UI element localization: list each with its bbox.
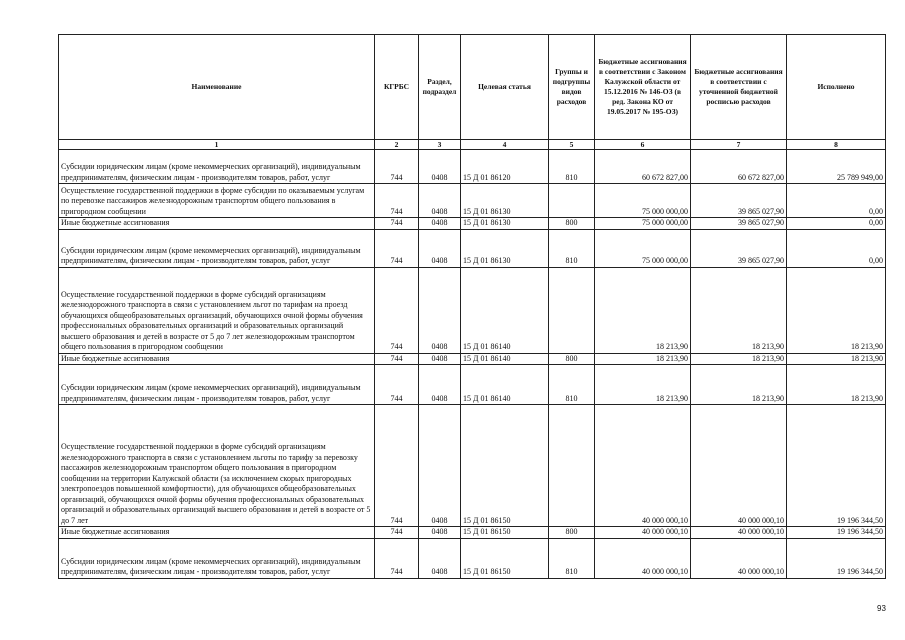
cell-kgrbs: 744 bbox=[375, 229, 419, 267]
header-section: Раздел, подраздел bbox=[419, 35, 461, 140]
table-row bbox=[59, 218, 886, 230]
column-number: 2 bbox=[375, 140, 419, 150]
cell-law: 18 213,90 bbox=[595, 365, 691, 405]
column-number: 8 bbox=[787, 140, 886, 150]
cell-name: Иные бюджетные ассигнования bbox=[59, 353, 375, 365]
cell-done: 19 196 344,50 bbox=[787, 538, 886, 578]
cell-name: Осуществление государственной поддержки в форме субсидий организациям железнодорожного транспорта в связи с установлением льгот по тарифам на проезд обучающихся общеобразовательных организаций, обучающихся очной формы обучения профессиональных образовательных организаций и образовательных организаций высшего образования и детей в возрасте от 5 до 7 лет железнодорожным транспортом общего пользования в пригородном сообщении bbox=[59, 267, 375, 353]
cell-law: 75 000 000,00 bbox=[595, 229, 691, 267]
cell-name: Субсидии юридическим лицам (кроме некоммерческих организаций), индивидуальным предпринимателям, физическим лицам - производителям товаров, работ, услуг bbox=[59, 229, 375, 267]
cell-kgrbs: 744 bbox=[375, 527, 419, 539]
header-row bbox=[59, 35, 886, 140]
header-groups: Группы и подгруппы видов расходов bbox=[549, 35, 595, 140]
cell-list: 39 865 027,90 bbox=[691, 218, 787, 230]
cell-name: Субсидии юридическим лицам (кроме некоммерческих организаций), индивидуальным предпринимателям, физическим лицам - производителям товаров, работ, услуг bbox=[59, 538, 375, 578]
cell-group: 810 bbox=[549, 150, 595, 184]
header-target: Целевая статья bbox=[461, 35, 549, 140]
page-number: 93 bbox=[877, 604, 886, 613]
cell-section: 0408 bbox=[419, 365, 461, 405]
cell-name: Осуществление государственной поддержки в форме субсидий организациям железнодорожного транспорта в связи с установлением льготы по тарифу за перевозку пассажиров железнодорожным транспортом общего пользования в пригородном сообщении на территории Калужской области (за исключением скорых пригородных электропоездов повышенной комфортности), для обучающихся общеобразовательных организаций, обучающихся очной формы обучения профессиональных образовательных организаций и образовательных организаций высшего образования и детей в возрасте от 5 до 7 лет bbox=[59, 405, 375, 527]
cell-list: 40 000 000,10 bbox=[691, 405, 787, 527]
table-row bbox=[59, 405, 886, 527]
cell-kgrbs: 744 bbox=[375, 538, 419, 578]
header-law-assignments: Бюджетные ассигнования в соответствии с Законом Калужской области от 15.12.2016 № 146-ОЗ (в ред. Закона КО от 19.05.2017 № 195-ОЗ) bbox=[595, 35, 691, 140]
cell-target: 15 Д 01 86150 bbox=[461, 538, 549, 578]
cell-law: 40 000 000,10 bbox=[595, 527, 691, 539]
cell-done: 0,00 bbox=[787, 184, 886, 218]
cell-law: 40 000 000,10 bbox=[595, 405, 691, 527]
cell-group: 800 bbox=[549, 218, 595, 230]
cell-group: 800 bbox=[549, 353, 595, 365]
cell-kgrbs: 744 bbox=[375, 267, 419, 353]
table-row bbox=[59, 353, 886, 365]
cell-law: 40 000 000,10 bbox=[595, 538, 691, 578]
table-row bbox=[59, 229, 886, 267]
cell-group bbox=[549, 405, 595, 527]
cell-section: 0408 bbox=[419, 405, 461, 527]
cell-done: 0,00 bbox=[787, 229, 886, 267]
cell-section: 0408 bbox=[419, 353, 461, 365]
cell-section: 0408 bbox=[419, 184, 461, 218]
cell-law: 18 213,90 bbox=[595, 353, 691, 365]
table-row bbox=[59, 267, 886, 353]
cell-group bbox=[549, 267, 595, 353]
cell-list: 40 000 000,10 bbox=[691, 527, 787, 539]
cell-law: 75 000 000,00 bbox=[595, 184, 691, 218]
cell-target: 15 Д 01 86120 bbox=[461, 150, 549, 184]
cell-list: 18 213,90 bbox=[691, 267, 787, 353]
cell-kgrbs: 744 bbox=[375, 365, 419, 405]
budget-table bbox=[58, 34, 886, 579]
cell-section: 0408 bbox=[419, 527, 461, 539]
cell-law: 60 672 827,00 bbox=[595, 150, 691, 184]
cell-target: 15 Д 01 86140 bbox=[461, 267, 549, 353]
cell-section: 0408 bbox=[419, 150, 461, 184]
cell-kgrbs: 744 bbox=[375, 353, 419, 365]
cell-target: 15 Д 01 86130 bbox=[461, 184, 549, 218]
column-number: 5 bbox=[549, 140, 595, 150]
header-list-assignments: Бюджетные ассигнования в соответствии с уточненной бюджетной росписью расходов bbox=[691, 35, 787, 140]
cell-target: 15 Д 01 86130 bbox=[461, 229, 549, 267]
column-number-row bbox=[59, 140, 886, 150]
cell-target: 15 Д 01 86150 bbox=[461, 405, 549, 527]
table-row bbox=[59, 527, 886, 539]
cell-list: 39 865 027,90 bbox=[691, 229, 787, 267]
cell-done: 0,00 bbox=[787, 218, 886, 230]
cell-target: 15 Д 01 86150 bbox=[461, 527, 549, 539]
cell-done: 25 789 949,00 bbox=[787, 150, 886, 184]
header-name: Наименование bbox=[59, 35, 375, 140]
table-row bbox=[59, 184, 886, 218]
cell-section: 0408 bbox=[419, 218, 461, 230]
table-row bbox=[59, 538, 886, 578]
column-number: 7 bbox=[691, 140, 787, 150]
cell-target: 15 Д 01 86130 bbox=[461, 218, 549, 230]
cell-law: 18 213,90 bbox=[595, 267, 691, 353]
cell-list: 18 213,90 bbox=[691, 365, 787, 405]
cell-section: 0408 bbox=[419, 267, 461, 353]
cell-group: 810 bbox=[549, 538, 595, 578]
table-row bbox=[59, 365, 886, 405]
cell-section: 0408 bbox=[419, 538, 461, 578]
cell-name: Осуществление государственной поддержки в форме субсидии по оказываемым услугам по перевозке пассажиров железнодорожным транспортом общего пользования в пригородном сообщении bbox=[59, 184, 375, 218]
cell-name: Субсидии юридическим лицам (кроме некоммерческих организаций), индивидуальным предпринимателям, физическим лицам - производителям товаров, работ, услуг bbox=[59, 365, 375, 405]
cell-law: 75 000 000,00 bbox=[595, 218, 691, 230]
cell-kgrbs: 744 bbox=[375, 218, 419, 230]
cell-group bbox=[549, 184, 595, 218]
cell-section: 0408 bbox=[419, 229, 461, 267]
cell-kgrbs: 744 bbox=[375, 405, 419, 527]
cell-name: Иные бюджетные ассигнования bbox=[59, 527, 375, 539]
cell-name: Иные бюджетные ассигнования bbox=[59, 218, 375, 230]
cell-group: 810 bbox=[549, 365, 595, 405]
cell-kgrbs: 744 bbox=[375, 150, 419, 184]
cell-done: 18 213,90 bbox=[787, 365, 886, 405]
cell-done: 18 213,90 bbox=[787, 353, 886, 365]
header-kgrbs: КГРБС bbox=[375, 35, 419, 140]
cell-list: 18 213,90 bbox=[691, 353, 787, 365]
cell-target: 15 Д 01 86140 bbox=[461, 365, 549, 405]
header-executed: Исполнено bbox=[787, 35, 886, 140]
cell-done: 18 213,90 bbox=[787, 267, 886, 353]
cell-name: Субсидии юридическим лицам (кроме некоммерческих организаций), индивидуальным предпринимателям, физическим лицам - производителям товаров, работ, услуг bbox=[59, 150, 375, 184]
cell-group: 810 bbox=[549, 229, 595, 267]
cell-target: 15 Д 01 86140 bbox=[461, 353, 549, 365]
table-row bbox=[59, 150, 886, 184]
column-number: 3 bbox=[419, 140, 461, 150]
cell-list: 40 000 000,10 bbox=[691, 538, 787, 578]
column-number: 1 bbox=[59, 140, 375, 150]
column-number: 6 bbox=[595, 140, 691, 150]
cell-done: 19 196 344,50 bbox=[787, 527, 886, 539]
cell-kgrbs: 744 bbox=[375, 184, 419, 218]
cell-list: 60 672 827,00 bbox=[691, 150, 787, 184]
cell-done: 19 196 344,50 bbox=[787, 405, 886, 527]
column-number: 4 bbox=[461, 140, 549, 150]
cell-group: 800 bbox=[549, 527, 595, 539]
cell-list: 39 865 027,90 bbox=[691, 184, 787, 218]
